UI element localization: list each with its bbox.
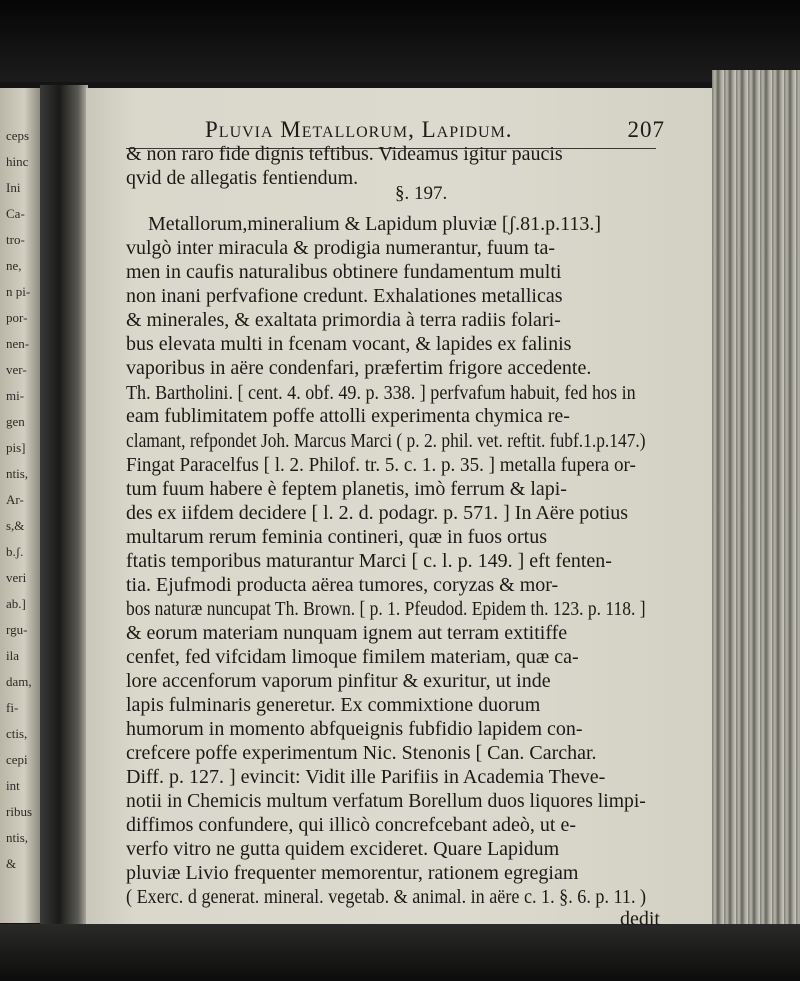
text-line: cenfet, fed vifcidam limoque fimilem materiam, quæ ca-: [126, 646, 579, 668]
facing-page-fragment: rgu-: [6, 622, 28, 637]
text-line: Th. Bartholini. [ cent. 4. obf. 49. p. 338. ] perfvafum habuit, fed hos in: [126, 382, 636, 404]
facing-page-fragment: nen-: [6, 336, 30, 351]
facing-page-fragment: ab.]: [6, 596, 26, 611]
text-line: eam fublimitatem poffe attolli experimenta chymica re-: [126, 405, 570, 427]
text-line: tum fuum habere è feptem planetis, imò ferrum & lapi-: [126, 478, 567, 500]
text-line: qvid de allegatis fentiendum.: [126, 167, 359, 189]
text-line: Metallorum,mineralium & Lapidum pluviæ [ʃ.81.p.113.]: [148, 213, 602, 235]
text-line: multarum rerum feminia contineri, quæ in fuos ortus: [126, 526, 548, 548]
facing-page-fragment: gen: [6, 414, 25, 429]
facing-page-edge: [0, 88, 40, 923]
facing-page-fragment: ver-: [6, 362, 27, 377]
facing-page-fragment: veri: [6, 570, 27, 585]
facing-page-fragment: n pi-: [6, 284, 31, 299]
facing-page-fragment: int: [6, 778, 20, 793]
facing-page-fragment: Ini: [6, 180, 21, 195]
text-line: & minerales, & exaltata primordia à terra radiis folari-: [126, 309, 561, 331]
facing-page-fragment: Ar-: [6, 492, 24, 507]
page-number: 207: [627, 117, 665, 142]
running-head-title: Pluvia Metallorum, Lapidum.: [205, 117, 513, 142]
text-line: clamant, refpondet Joh. Marcus Marci ( p. 2. phil. vet. reftit. fubf.1.p.147.): [126, 430, 646, 452]
bottom-shadow: [0, 924, 800, 981]
facing-page-fragment: b.ʃ.: [6, 544, 24, 559]
text-line: humorum in momento abfqueignis fubfidio lapidem con-: [126, 718, 583, 740]
facing-page-fragment: ne,: [6, 258, 22, 273]
running-head: [205, 117, 665, 143]
text-line: Fingat Paracelfus [ l. 2. Philof. tr. 5. c. 1. p. 35. ] metalla fupera or-: [126, 454, 636, 476]
page-stack-edge: [712, 70, 800, 940]
text-line: crefcere poffe experimentum Nic. Stenonis [ Can. Carchar.: [126, 742, 597, 764]
facing-page-fragment: fi-: [6, 700, 19, 715]
text-line: notii in Chemicis multum verfatum Borellum duos liquores limpi-: [126, 790, 646, 812]
text-line: & eorum materiam nunquam ignem aut terram extitiffe: [126, 622, 568, 644]
facing-page-fragment: &: [6, 856, 17, 871]
facing-page-fragment: pis]: [6, 440, 26, 455]
text-line: & non raro fide dignis teftibus. Videamus igitur paucis: [126, 143, 563, 165]
text-line: dedit: [620, 908, 660, 930]
text-line: bus elevata multi in fcenam vocant, & lapides ex falinis: [126, 333, 572, 355]
text-line: vaporibus in aëre condenfari, præfertim frigore accedente.: [126, 357, 592, 379]
text-line: verfo vitro ne gutta quidem excideret. Quare Lapidum: [126, 838, 560, 860]
facing-page-fragment: Ca-: [6, 206, 25, 221]
facing-page-fragment: tro-: [6, 232, 25, 247]
text-line: Diff. p. 127. ] evincit: Vidit ille Parifiis in Academia Theve-: [126, 766, 606, 788]
facing-page-fragment: hinc: [6, 154, 29, 169]
text-line: bos naturæ nuncupat Th. Brown. [ p. 1. Pfeudod. Epidem th. 123. p. 118. ]: [126, 598, 646, 620]
facing-page-fragment: dam,: [6, 674, 32, 689]
text-line: lore accenforum vaporum pinfitur & exuritur, ut inde: [126, 670, 551, 692]
text-line: lapis fulminaris generetur. Ex commixtione duorum: [126, 694, 541, 716]
facing-page-fragment: ribus: [6, 804, 32, 819]
text-line: vulgò inter miracula & prodigia numerantur, fuum ta-: [126, 237, 556, 259]
facing-page-fragment: ila: [6, 648, 19, 663]
facing-page-fragment: cepi: [6, 752, 28, 767]
facing-page-fragment: ntis,: [6, 830, 29, 845]
text-line: tia. Ejufmodi producta aërea tumores, coryzas & mor-: [126, 574, 559, 596]
text-line: des ex iifdem decidere [ l. 2. d. podagr. p. 571. ] In Aëre potius: [126, 502, 629, 524]
text-line: diffimos confundere, qui illicò concrefcebant adeò, ut e-: [126, 814, 577, 836]
section-number: §. 197.: [395, 183, 448, 204]
facing-page-fragment: ctis,: [6, 726, 28, 741]
facing-page-fragment: por-: [6, 310, 28, 325]
text-line: ftatis temporibus maturantur Marci [ c. l. p. 149. ] eft fenten-: [126, 550, 612, 572]
top-shadow: [0, 0, 800, 82]
facing-page-fragment: ntis,: [6, 466, 29, 481]
text-line: men in caufis naturalibus obtinere fundamentum multi: [126, 261, 562, 283]
book-gutter: [40, 85, 88, 925]
text-line: non inani perfvafione credunt. Exhalationes metallicas: [126, 285, 563, 307]
text-line: ( Exerc. d generat. mineral. vegetab. & animal. in aëre c. 1. §. 6. p. 11. ): [126, 886, 647, 908]
facing-page-fragment: mi-: [6, 388, 25, 403]
facing-page-fragment: ceps: [6, 128, 30, 143]
text-line: pluviæ Livio frequenter memorentur, rationem egregiam: [126, 862, 579, 884]
facing-page-fragment: s,&: [6, 518, 25, 533]
